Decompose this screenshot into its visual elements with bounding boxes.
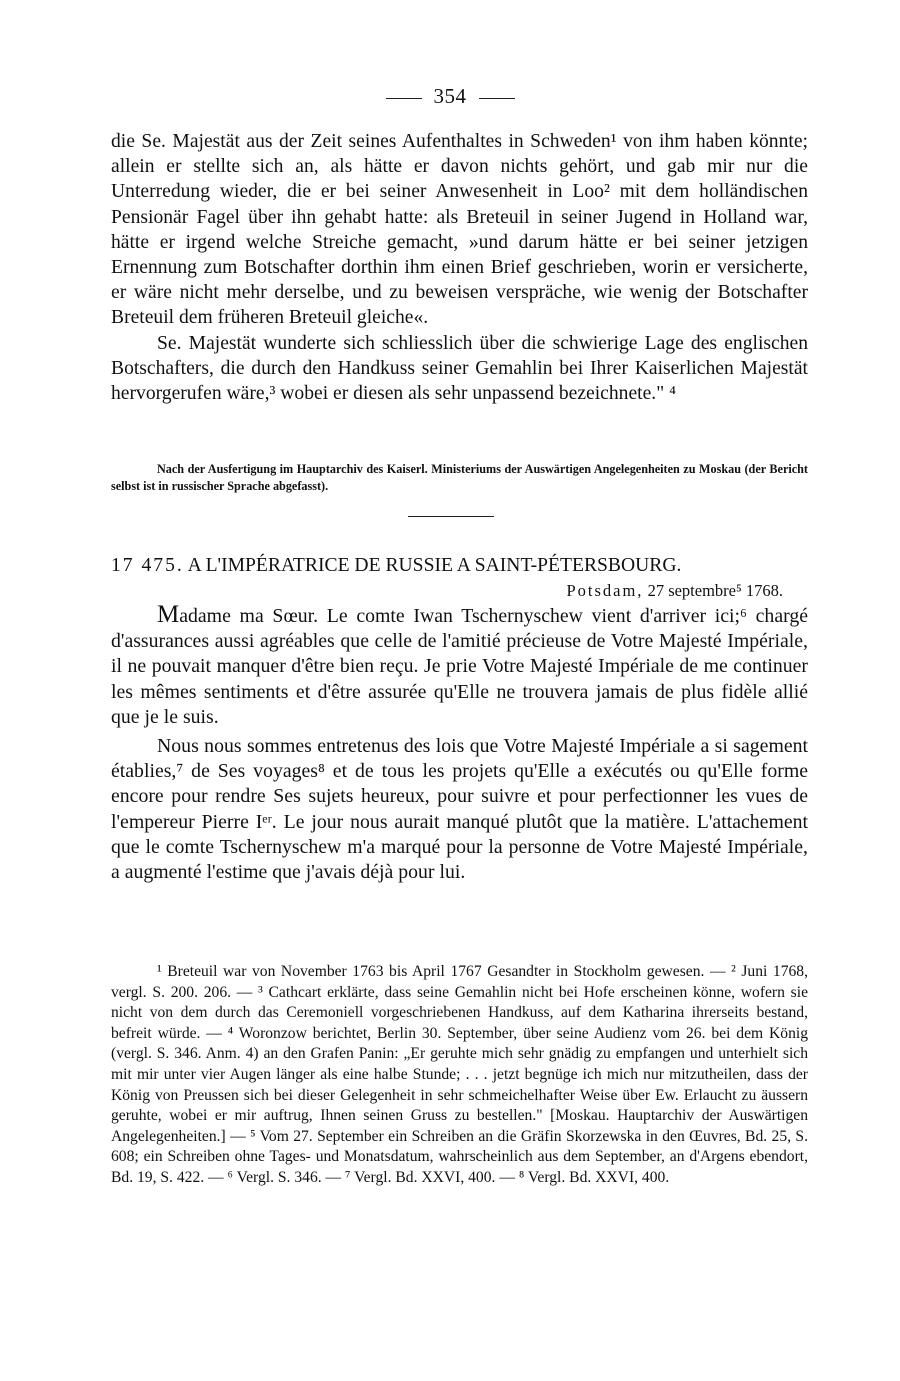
letter-heading xyxy=(111,553,808,578)
footnotes xyxy=(111,962,808,1189)
previous-letter-paragraph-1: die Se. Majestät aus der Zeit seines Aufenthaltes in Schweden¹ von ihm haben könnte; allein er stellte sich an, als hätte er davon nichts gehört, und gab mir nur die Unterredung wieder, die er bei seiner Anwesenheit in Loo² mit dem holländischen Pensionär Fagel über ihn gehabt hatte: als Breteuil in seiner Jugend in Holland war, hätte er irgend welche Streiche gemacht, »und darum hätte er bei seiner jetzigen Ernennung zum Botschafter dorthin ihm einen Brief geschrieben, worin er versicherte, er wäre nicht mehr derselbe, und zu beweisen verspräche, wie wenig der Botschafter Breteuil dem früheren Breteuil gleiche«. xyxy=(111,131,808,329)
letter-body xyxy=(111,602,808,885)
letter-place: Potsdam, xyxy=(566,581,644,600)
previous-letter-paragraph-2: Se. Majestät wunderte sich schliesslich über die schwierige Lage des englischen Botschafters, die durch den Handkuss seiner Gemahlin bei Ihrer Kaiserlichen Majestät hervorgerufen wäre,³ wobei er diesen als sehr unpassend bezeichnete." ⁴ xyxy=(111,332,808,405)
page-number-header xyxy=(0,84,900,109)
letter-number: 17 475. xyxy=(111,555,184,576)
page-number: 354 xyxy=(433,84,467,108)
previous-letter-body xyxy=(111,129,808,406)
letter-paragraph-2: Nous nous sommes entretenus des lois que Votre Majesté Impériale a si sagement établies,⁷ de Ses voyages⁸ et de tous les projets qu'Elle a exécutés ou qu'Elle forme encore pour rendre Ses sujets heureux, pour suivre et pour perfectionner les vues de l'empereur Pierre Iᵉʳ. Le jour nous aurait manqué plutôt que la matière. L'attachement que le comte Tschernyschew m'a marqué pour la personne de Votre Majesté Impériale, a augmenté l'estime que j'avais déjà pour lui. xyxy=(111,735,808,884)
letter-date: 27 septembre⁵ 1768. xyxy=(647,581,783,600)
letter-title: A L'IMPÉRATRICE DE RUSSIE A SAINT-PÉTERSBOURG. xyxy=(187,555,682,576)
footnotes-text: ¹ Breteuil war von November 1763 bis April 1767 Gesandter in Stockholm gewesen. — ² Juni 1768, vergl. S. 200. 206. — ³ Cathcart erklärte, dass seine Gemahlin nicht bei Hofe erscheinen könne, wofern sie nicht von dem durch das Ceremoniell vorgeschriebenen Handkuss, auf dem Katharina ihrerseits bestand, befreit würde. — ⁴ Woronzow berichtet, Berlin 30. September, über seine Audienz vom 26. bei dem König (vergl. S. 346. Anm. 4) an den Grafen Panin: „Er geruhte mich sehr gnädig zu empfangen und unterhielt sich mit mir unter vier Augen länger als eine halbe Stunde; . . . jetzt begnüge ich mich nur mitzutheilen, dass der König von Preussen sich bei dieser Gelegenheit in sehr schmeichelhafter Weise über Ew. Erlaucht zu äussern geruhte, wobei er mir auftrug, Ihnen seinen Gruss zu bestellen." [Moskau. Hauptarchiv der Auswärtigen Angelegenheiten.] — ⁵ Vom 27. September ein Schreiben an die Gräfin Skorzewska in den Œuvres, Bd. 25, S. 608; ein Schreiben ohne Tages- und Monatsdatum, wahrscheinlich aus dem September, an d'Argens ebendort, Bd. 19, S. 422. — ⁶ Vergl. S. 346. — ⁷ Vergl. Bd. XXVI, 400. — ⁸ Vergl. Bd. XXVI, 400. xyxy=(111,963,808,1186)
source-note: Nach der Ausfertigung im Hauptarchiv des Kaiserl. Ministeriums der Auswärtigen Angelegenheiten zu Moskau (der Bericht selbst ist in russischer Sprache abgefasst). xyxy=(111,462,808,493)
letter-paragraph-1: Madame ma Sœur. Le comte Iwan Tschernyschew vient d'arriver ici;⁶ chargé d'assurances aussi agréables que celle de l'amitié précieuse de Votre Majesté Impériale, il ne pouvait manquer d'être bien reçu. Je prie Votre Majesté Impériale de me continuer les mêmes sentiments et d'être assurée qu'Elle ne trouvera jamais de plus fidèle allié que je le suis. xyxy=(111,601,808,728)
letter-dateline xyxy=(111,580,783,602)
folio-dash-right xyxy=(479,98,515,99)
section-divider xyxy=(408,516,494,517)
folio-dash-left xyxy=(386,98,422,99)
